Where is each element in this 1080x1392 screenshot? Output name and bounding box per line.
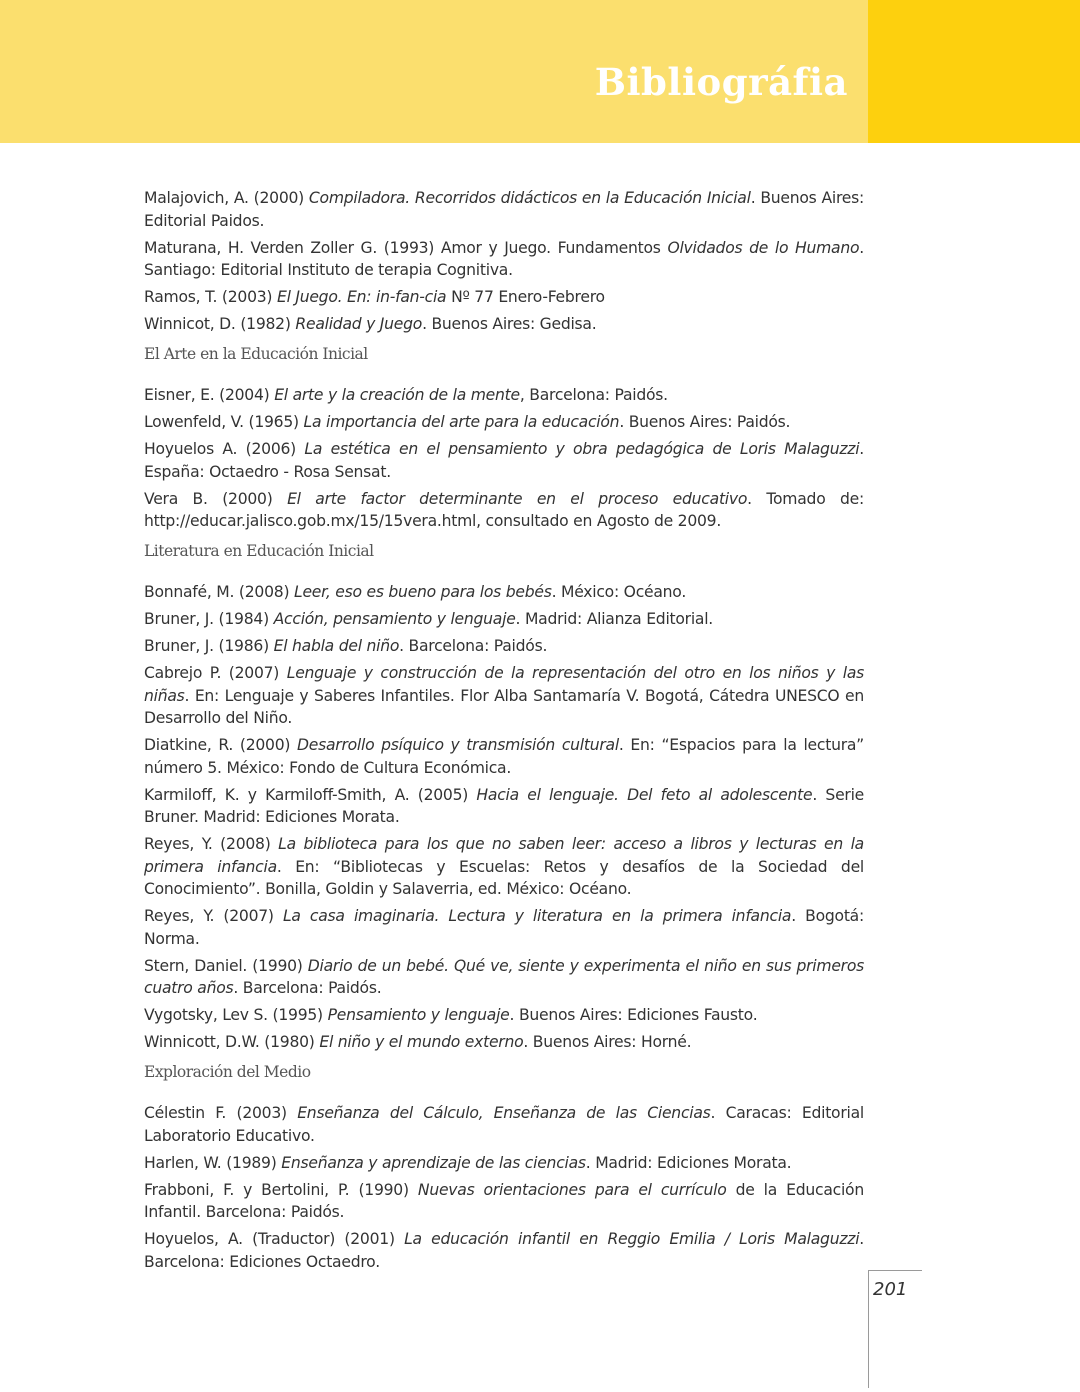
reference-text: . Buenos Aires: Editorial Paidos. — [144, 189, 864, 230]
reference-entry — [144, 905, 864, 950]
reference-text: . España: Octaedro - Rosa Sensat. — [144, 440, 864, 481]
reference-title: El Juego. En: in-fan-cia — [276, 288, 447, 306]
reference-title: La casa imaginaria. Lectura y literatura en la primera infancia — [282, 907, 792, 925]
bibliography-content — [144, 187, 864, 1278]
page-number-rule — [868, 1270, 922, 1271]
reference-title: El niño y el mundo externo — [319, 1033, 524, 1051]
reference-title: Olvidados de lo Humano — [667, 238, 860, 257]
reference-text: , Barcelona: Paidós. — [519, 386, 668, 404]
reference-entry — [144, 662, 864, 730]
reference-title: Pensamiento y lenguaje — [327, 1006, 510, 1024]
reference-text: Reyes, Y. (2007) — [144, 907, 283, 925]
reference-text: Eisner, E. (2004) — [144, 386, 275, 404]
reference-entry — [144, 734, 864, 779]
reference-text: . En: Lenguaje y Saberes Infantiles. Flor Alba Santamaría V. Bogotá, Cátedra UNESCO en Desarrollo del Niño. — [144, 686, 864, 727]
reference-title: Nuevas orientaciones para el currículo — [417, 1180, 727, 1199]
reference-text: Reyes, Y. (2008) — [144, 835, 279, 853]
page-number: 201 — [873, 1279, 908, 1300]
reference-title: Diario de un bebé. Qué ve, siente y experimenta el niño en sus primeros cuatro años — [144, 956, 864, 997]
reference-title: Acción, pensamiento y lenguaje — [273, 610, 516, 628]
reference-text: Maturana, H. Verden Zoller G. (1993) Amor y Juego. Fundamentos — [144, 238, 668, 257]
reference-entry — [144, 955, 864, 1000]
reference-title: Realidad y Juego — [295, 315, 423, 333]
reference-title: El arte y la creación de la mente — [274, 386, 520, 404]
reference-text: de la Educación Infantil. Barcelona: Paidós. — [144, 1180, 864, 1221]
reference-entry — [144, 411, 864, 434]
reference-entry — [144, 384, 864, 407]
reference-entry — [144, 488, 864, 533]
reference-text: Frabboni, F. y Bertolini, P. (1990) — [144, 1180, 418, 1199]
reference-text: . Barcelona: Ediciones Octaedro. — [144, 1230, 865, 1271]
reference-text: . Buenos Aires: Gedisa. — [422, 315, 597, 333]
reference-entry — [144, 1228, 864, 1273]
reference-text: Winnicott, D.W. (1980) — [144, 1033, 320, 1051]
section-arte — [144, 343, 864, 533]
reference-entry — [144, 286, 864, 309]
reference-entry — [144, 784, 864, 829]
reference-text: Karmiloff, K. y Karmiloff-Smith, A. (2005) — [144, 785, 477, 804]
reference-text: Harlen, W. (1989) — [144, 1153, 282, 1172]
reference-entry — [144, 313, 864, 336]
reference-text: . Madrid: Alianza Editorial. — [515, 610, 714, 628]
reference-text: . Tomado de: http://educar.jalisco.gob.mx/15/15vera.html, consultado en Agosto de 2009. — [144, 489, 864, 530]
reference-text: Nº 77 Enero-Febrero — [446, 288, 605, 306]
reference-entry — [144, 1004, 864, 1027]
page-title: Bibliográfia — [594, 60, 848, 104]
reference-entry — [144, 608, 864, 631]
reference-text: Winnicot, D. (1982) — [144, 315, 296, 333]
reference-title: El habla del niño — [273, 637, 400, 655]
header-accent-block — [868, 0, 1080, 143]
reference-text: Lowenfeld, V. (1965) — [144, 413, 304, 431]
reference-entry — [144, 1179, 864, 1224]
reference-text: . Serie Bruner. Madrid: Ediciones Morata. — [144, 785, 864, 826]
reference-text: . Buenos Aires: Paidós. — [619, 413, 791, 431]
reference-text: . Buenos Aires: Ediciones Fausto. — [509, 1006, 758, 1024]
reference-text: . En: “Espacios para la lectura” número 5. México: Fondo de Cultura Económica. — [144, 736, 864, 777]
reference-entry — [144, 833, 864, 901]
section-heading: El Arte en la Educación Inicial — [144, 344, 368, 363]
reference-text: Bonnafé, M. (2008) — [144, 583, 294, 601]
section-heading: Exploración del Medio — [144, 1062, 311, 1081]
reference-text: . México: Océano. — [551, 583, 687, 601]
reference-title: Compiladora. Recorridos didácticos en la Educación Inicial — [308, 189, 751, 207]
reference-title: Enseñanza y aprendizaje de las ciencias — [281, 1153, 586, 1172]
reference-title: Desarrollo psíquico y transmisión cultural — [297, 736, 619, 754]
reference-title: La educación infantil en Reggio Emilia / Loris Malaguzzi — [404, 1230, 860, 1248]
reference-entry — [144, 581, 864, 604]
reference-text: Stern, Daniel. (1990) — [144, 956, 308, 975]
reference-text: . Buenos Aires: Horné. — [523, 1033, 692, 1051]
reference-text: Hoyuelos, A. (Traductor) (2001) — [144, 1230, 405, 1248]
reference-text: Cabrejo P. (2007) — [144, 664, 287, 682]
reference-title: Hacia el lenguaje. Del feto al adolescente — [476, 785, 813, 804]
reference-text: . En: “Bibliotecas y Escuelas: Retos y desafíos de la Sociedad del Conocimiento”. Bonilla, Goldin y Salaverria, ed. México: Océano. — [144, 857, 864, 898]
reference-entry — [144, 438, 864, 483]
reference-title: Enseñanza del Cálculo, Enseñanza de las Ciencias — [297, 1104, 711, 1122]
reference-title: El arte factor determinante en el proceso educativo — [287, 489, 748, 508]
reference-text: Bruner, J. (1986) — [144, 637, 274, 655]
reference-entry — [144, 237, 864, 282]
reference-title: La biblioteca para los que no saben leer: acceso a libros y lecturas en la primera infancia — [144, 835, 864, 876]
reference-entry — [144, 1031, 864, 1054]
intro-reference-list — [144, 187, 864, 336]
reference-title: Lenguaje y construcción de la representación del otro en los niños y las niñas — [144, 664, 864, 705]
reference-text: Vygotsky, Lev S. (1995) — [144, 1006, 328, 1024]
reference-title: Leer, eso es bueno para los bebés — [294, 583, 552, 601]
reference-text: Ramos, T. (2003) — [144, 288, 277, 306]
section-exploracion — [144, 1061, 864, 1274]
reference-entry — [144, 1102, 864, 1147]
reference-text: . Santiago: Editorial Instituto de terapia Cognitiva. — [144, 238, 864, 279]
reference-text: . Barcelona: Paidós. — [399, 637, 548, 655]
section-literatura — [144, 540, 864, 1054]
reference-text: . Caracas: Editorial Laboratorio Educativo. — [144, 1104, 864, 1145]
page-number-divider — [868, 1270, 869, 1388]
reference-text: Diatkine, R. (2000) — [144, 736, 298, 754]
reference-text: Malajovich, A. (2000) — [144, 189, 309, 207]
reference-title: La importancia del arte para la educación — [303, 413, 620, 431]
reference-text: Célestin F. (2003) — [144, 1104, 298, 1122]
reference-text: . Bogotá: Norma. — [144, 907, 864, 948]
reference-text: . Barcelona: Paidós. — [233, 979, 382, 997]
reference-text: . Madrid: Ediciones Morata. — [585, 1153, 792, 1172]
section-heading: Literatura en Educación Inicial — [144, 541, 374, 560]
reference-text: Bruner, J. (1984) — [144, 610, 274, 628]
reference-entry — [144, 635, 864, 658]
reference-text: Hoyuelos A. (2006) — [144, 440, 305, 458]
reference-text: Vera B. (2000) — [144, 489, 288, 508]
reference-title: La estética en el pensamiento y obra pedagógica de Loris Malaguzzi — [304, 440, 860, 458]
reference-entry — [144, 1152, 864, 1175]
reference-entry — [144, 187, 864, 232]
